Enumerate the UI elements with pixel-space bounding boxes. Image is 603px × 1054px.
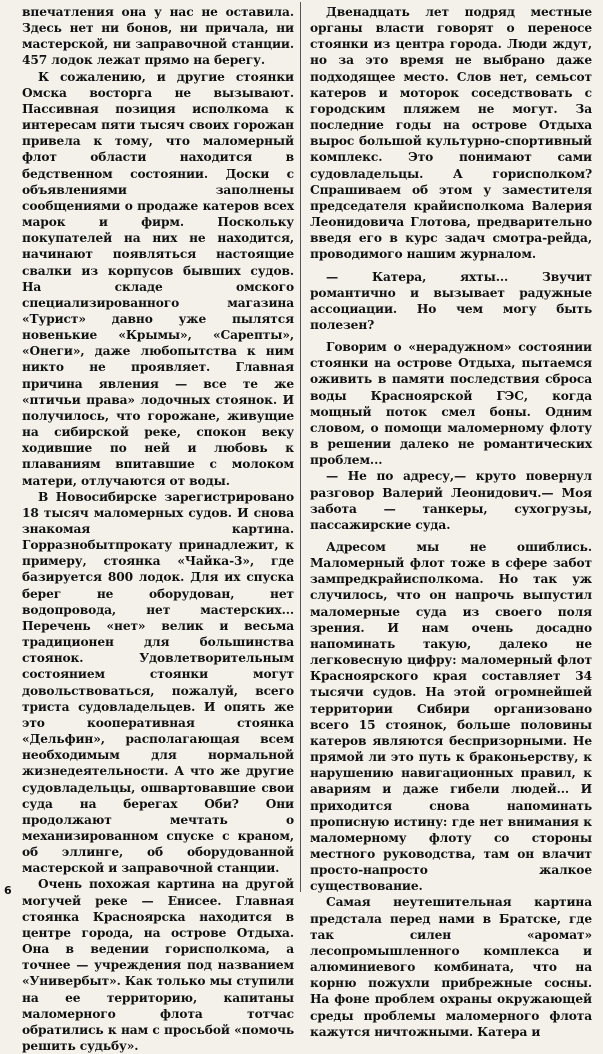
paragraph: впечатления она у нас не оставила. Здесь нет ни бонов, ни причала, ни мастерской, ни заправочной станции. 457 лодок лежат прямо на берегу. xyxy=(22,5,294,68)
paragraph: — Не по адресу,— круто повернул разговор Валерий Леонидович.— Моя забота — танкеры, сухогрузы, пассажирские суда. xyxy=(310,469,592,532)
page-number: 6 xyxy=(4,884,12,897)
column-divider xyxy=(300,2,301,892)
right-column xyxy=(310,4,592,1040)
paragraph: В Новосибирске зарегистрировано 18 тысяч маломерных судов. И снова знакомая картина. Горрaзнобытпрокату принадлежит, к примеру, стоянка «Чайка-3», где базируется 800 лодок. Для их спуска берег не оборудован, нет водопровода, нет мастерских... Перечень «нет» велик и весьма традиционен для большинства стоянок. Удовлетворительным состоянием стоянки могут довольствоваться, пожалуй, всего триста судовладельцев. И опять же это кооперативная стоянка «Дельфин», располагающая всем необходимым для нормальной жизнедеятельности. А что же другие судовладельцы, ошвартовавшие свои суда на берегах Оби? Они продолжают мечтать о механизированном спуске с краном, об эллинге, об оборудованной мастерской и заправочной станции. xyxy=(22,489,294,876)
paragraph: Говорим о «нерадужном» состоянии стоянки на острове Отдыха, пытаемся оживить в памяти последствия сброса воды Красноярской ГЭС, когда мощный поток смел боны. Одним словом, о помощи маломерному флоту в решении далеко не романтических проблем... xyxy=(310,340,592,468)
paragraph: — Катера, яхты... Звучит романтично и вызывает радужные ассоциации. Но чем могу быть полезен? xyxy=(310,269,592,332)
paragraph: К сожалению, и другие стоянки Омска восторга не вызывают. Пассивная позиция исполкома к интересам пяти тысяч своих горожан привела к тому, что маломерный флот области находится в бедственном состоянии. Доски с объявлениями заполнены сообщениями о продаже катеров всех марок и фирм. Поскольку покупателей на них не находится, начинают появляться настоящие свалки из корпусов бывших судов. На складе омского специализированного магазина «Турист» давно уже пылятся новенькие «Крымы», «Сарепты», «Онеги», даже любопытства к ним никто не проявляет. Главная причина явления — все те же «птичьи права» лодочных стоянок. И получилось, что горожане, живущие на сибирской реке, спокон веку ходившие по ней и любовь к плаваниям впитавшие с молоком матери, отлучаются от воды. xyxy=(22,69,294,488)
paragraph: Очень похожая картина на другой могучей реке — Енисее. Главная стоянка Красноярска находится в центре города, на острове Отдыха. Она в ведении горисполкома, а точнее — учреждения под названием «Универбыт». Как только мы ступили на ее территорию, капитаны маломерного флота тотчас обратились к нам с просьбой «помочь решить судьбу». xyxy=(22,877,294,1053)
paragraph: Двенадцать лет подряд местные органы власти говорят о переносе стоянки из центра города. Люди ждут, но за это время не выбрано даже подходящее место. Слов нет, семьсот катеров и моторок соседствовать с городским пляжем не могут. За последние годы на острове Отдыха вырос большой культурно-спортивный комплекс. Это понимают сами судовладельцы. А горисполком? Спрашиваем об этом у заместителя председателя крайисполкома Валерия Леонидовича Глотова, предварительно введя его в курс задач смотра-рейда, проводимого нашим журналом. xyxy=(310,5,592,262)
paragraph: Самая неутешительная картина предстала перед нами в Братске, где так силен «аромат» лесопромышленного комплекса и алюминиевого комбината, что на корню пожухли прибрежные сосны. На фоне проблем охраны окружающей среды проблемы маломерного флота кажутся ничтожными. Катера и xyxy=(310,895,592,1039)
paragraph: Адресом мы не ошиблись. Маломерный флот тоже в сфере забот зампредкрайисполкома. Но так уж случилось, что он напрочь выпустил маломерные суда из своего поля зрения. И нам очень досадно напоминать такую, далеко не легковесную цифру: маломерный флот Красноярского края составляет 34 тысячи судов. На этой огромнейшей территории Сибири организовано всего 15 стоянок, больше половины катеров являются беспризорными. Не прямой ли это путь к браконьерству, к нарушению навигационных правил, к авариям и даже гибели людей... И приходится снова напоминать прописную истину: где нет внимания к маломерному флоту со стороны местного руководства, там он влачит просто-напросто жалкое существование. xyxy=(310,540,592,894)
left-column xyxy=(22,4,294,1054)
